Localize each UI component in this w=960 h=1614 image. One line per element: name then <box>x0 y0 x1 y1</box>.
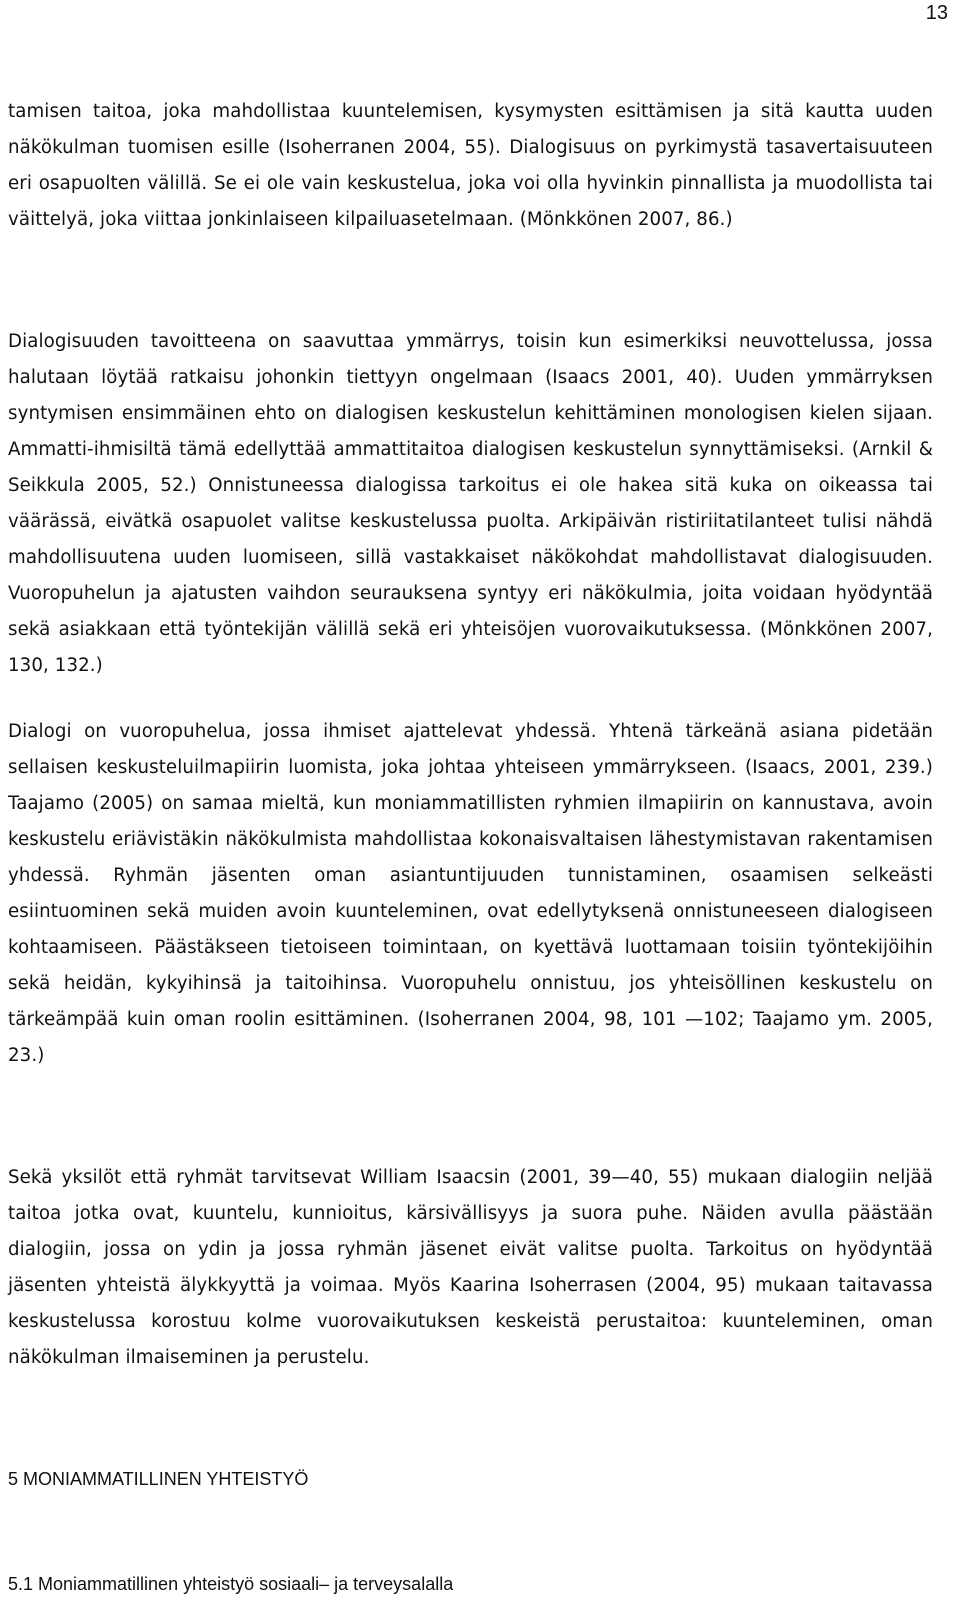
page-number: 13 <box>925 2 948 24</box>
body-paragraph: Sekä yksilöt että ryhmät tarvitsevat William Isaacsin (2001, 39—40, 55) mukaan dialogiin neljää taitoa jotka ovat, kuuntelu, kunnioitus, kärsivällisyys ja suora puhe. Näiden avulla päästään dialogiin, jossa on ydin ja jossa ryhmän jäsenet eivät valitse puolta. Tarkoitus on hyödyntää jäsenten yhteistä älykkyyttä ja voimaa. Myös Kaarina Isoherrasen (2004, 95) mukaan taitavassa keskustelussa korostuu kolme vuorovaikutuksen keskeistä perustaitoa: kuunteleminen, oman näkökulman ilmaiseminen ja perustelu. <box>8 1167 933 1368</box>
body-paragraph: tamisen taitoa, joka mahdollistaa kuuntelemisen, kysymysten esittämisen ja sitä kautta uuden näkökulman tuomisen esille (Isoherranen 2004, 55). Dialogisuus on pyrkimystä tasavertaisuuteen eri osapuolten välillä. Se ei ole vain keskustelua, joka voi olla hyvinkin pinnallista ja muodollista tai väittelyä, joka viittaa jonkinlaiseen kilpailuasetelmaan. (Mönkkönen 2007, 86.) <box>8 101 933 230</box>
body-paragraph: Dialogi on vuoropuhelua, jossa ihmiset ajattelevat yhdessä. Yhtenä tärkeänä asiana pidetään sellaisen keskusteluilmapiirin luomista, joka johtaa yhteiseen ymmärrykseen. (Isaacs, 2001, 239.) Taajamo (2005) on samaa mieltä, kun moniammatillisten ryhmien ilmapiirin on kannustava, avoin keskustelu eriävistäkin näkökulmista mahdollistaa kokonaisvaltaisen lähestymistavan rakentamisen yhdessä. Ryhmän jäsenten oman asiantuntijuuden tunnistaminen, osaamisen selkeästi esiintuominen sekä muiden avoin kuunteleminen, ovat edellytyksenä onnistuneeseen dialogiseen kohtaamiseen. Päästäkseen tietoiseen toimintaan, on kyettävä luottamaan toisiin työntekijöihin sekä heidän, kykyihinsä ja taitoihinsa. Vuoropuhelu onnistuu, jos yhteisöllinen keskustelu on tärkeämpää kuin oman roolin esittäminen. (Isoherranen 2004, 98, 101 —102; Taajamo ym. 2005, 23.) <box>8 721 933 1066</box>
body-paragraph: Dialogisuuden tavoitteena on saavuttaa ymmärrys, toisin kun esimerkiksi neuvottelussa, jossa halutaan löytää ratkaisu johonkin tiettyyn ongelmaan (Isaacs 2001, 40). Uuden ymmärryksen syntymisen ensimmäinen ehto on dialogisen keskustelun kehittäminen monologisen kielen sijaan. Ammatti-ihmisiltä tämä edellyttää ammattitaitoa dialogisen keskustelun synnyttämiseksi. (Arnkil & Seikkula 2005, 52.) Onnistuneessa dialogissa tarkoitus ei ole hakea sitä kuka on oikeassa tai väärässä, eivätkä osapuolet valitse keskustelussa puolta. Arkipäivän ristiriitatilanteet tulisi nähdä mahdollisuutena uuden luomiseen, sillä vastakkaiset näkökohdat mahdollistavat dialogisuuden. Vuoropuhelun ja ajatusten vaihdon seurauksena syntyy eri näkökulmia, joita voidaan hyödyntää sekä asiakkaan että työntekijän välillä sekä eri yhteisöjen vuorovaikutuksessa. (Mönkkönen 2007, 130, 132.) <box>8 331 933 676</box>
section-heading: 5.1 Moniammatillinen yhteistyö sosiaali– ja terveysalalla <box>8 1574 454 1594</box>
chapter-heading: 5 MONIAMMATILLINEN YHTEISTYÖ <box>8 1469 309 1489</box>
